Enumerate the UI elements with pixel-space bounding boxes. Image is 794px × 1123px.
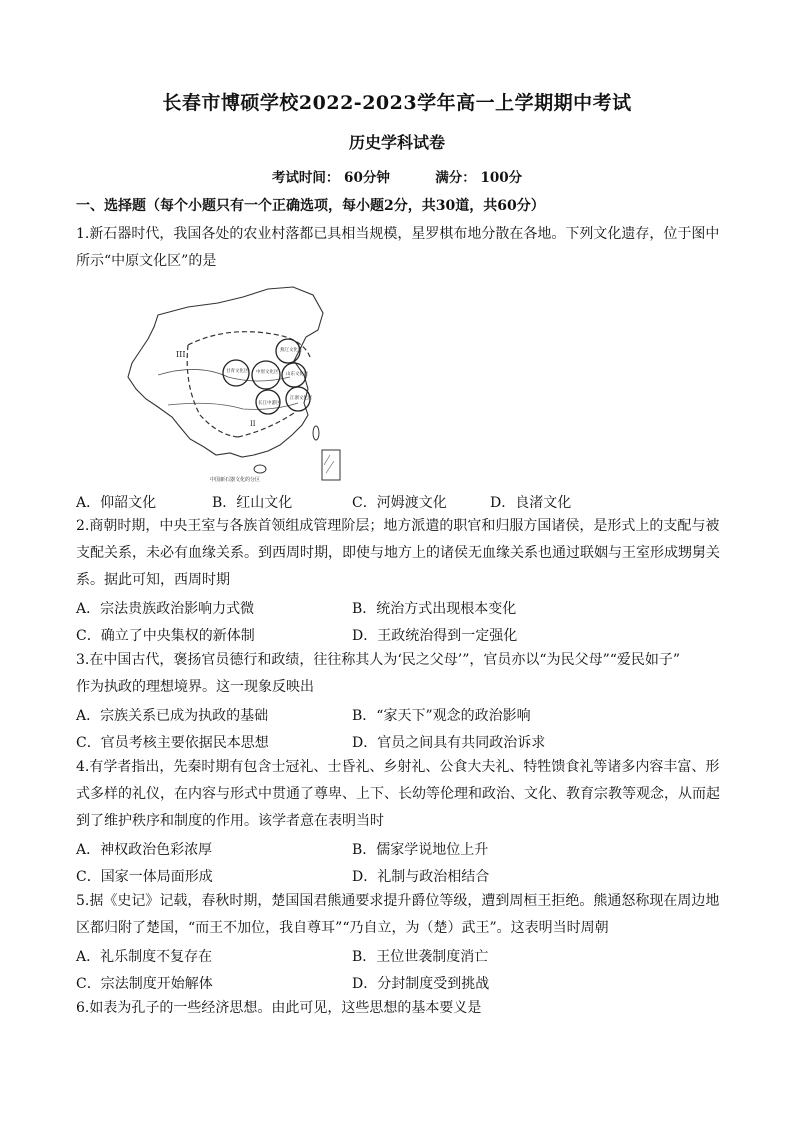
q4-line-2: 式多样的礼仪，在内容与形式中贯通了尊卑、上下、长幼等伦理和政治、文化、教育宗教等观念，从而起 bbox=[76, 786, 720, 802]
q4-option-d[interactable]: D．礼制与政治相结合 bbox=[352, 869, 490, 885]
q2-line-3: 系。据此可知，西周时期 bbox=[76, 572, 230, 588]
q4-option-b[interactable]: B．儒家学说地位上升 bbox=[352, 842, 489, 858]
q4-line-3: 到了维护秩序和制度的作用。该学者意在表明当时 bbox=[76, 813, 384, 829]
q3-option-b[interactable]: B．“家天下”观念的政治影响 bbox=[352, 708, 531, 724]
q5-option-a[interactable]: A．礼乐制度不复存在 bbox=[76, 949, 213, 965]
q3-option-c[interactable]: C．官员考核主要依据民本思想 bbox=[76, 735, 269, 751]
exam-title: 长春市博硕学校2022-2023学年高一上学期期中考试 bbox=[162, 92, 632, 114]
q1-option-d[interactable]: D．良渚文化 bbox=[490, 495, 572, 511]
label-changjiang: 长江中游区 bbox=[258, 401, 281, 406]
q3-option-d[interactable]: D．官员之间具有共同政治诉求 bbox=[352, 735, 546, 751]
q5-option-c[interactable]: C．宗法制度开始解体 bbox=[76, 976, 213, 992]
q1-option-a[interactable]: A．仰韶文化 bbox=[76, 495, 157, 511]
q6-line-1: 6.如表为孔子的一些经济思想。由此可见，这些思想的基本要义是 bbox=[76, 1000, 482, 1016]
label-yanliao: 燕辽文化区 bbox=[280, 348, 303, 353]
q2-option-d[interactable]: D．王政统治得到一定强化 bbox=[352, 628, 518, 644]
q1-option-c[interactable]: C．河姆渡文化 bbox=[352, 495, 447, 511]
time-value: 60分钟 bbox=[344, 170, 390, 186]
exam-subtitle: 历史学科试卷 bbox=[348, 133, 445, 152]
q5-option-b[interactable]: B．王位世袭制度消亡 bbox=[352, 949, 489, 965]
score-value: 100分 bbox=[480, 170, 523, 186]
score-label: 满分： bbox=[435, 170, 476, 186]
q5-option-d[interactable]: D．分封制度受到挑战 bbox=[352, 976, 490, 992]
label-ganqing: 甘青文化区 bbox=[226, 369, 249, 374]
q4-option-a[interactable]: A．神权政治色彩浓厚 bbox=[76, 842, 213, 858]
q4-line-1: 4.有学者指出，先秦时期有包含士冠礼、士昏礼、乡射礼、公食大夫礼、特牲馈食礼等诸多内容丰富、形 bbox=[76, 759, 720, 775]
q5-line-2: 区都归附了楚国，“而王不加位，我自尊耳”“乃自立，为（楚）武王”。这表明当时周朝 bbox=[76, 920, 609, 936]
q3-line-2: 作为执政的理想境界。这一现象反映出 bbox=[76, 679, 314, 695]
q1-line-2: 所示“中原文化区”的是 bbox=[76, 253, 217, 269]
region-label-iii: III bbox=[176, 350, 186, 359]
taiwan-island bbox=[313, 426, 319, 440]
label-shandong: 山东文化区 bbox=[286, 372, 309, 377]
q2-line-2: 支配关系，未必有血缘关系。到西周时期，即使与地方上的诸侯无血缘关系也通过联姻与王室形成甥舅关 bbox=[76, 545, 720, 561]
q3-option-a[interactable]: A．宗族关系已成为执政的基础 bbox=[76, 708, 269, 724]
hainan-island bbox=[254, 465, 266, 473]
neolithic-culture-map bbox=[118, 285, 344, 485]
q1-option-b[interactable]: B．红山文化 bbox=[212, 495, 293, 511]
time-label: 考试时间： bbox=[271, 170, 340, 186]
map-caption: 中国新石器文化的分区 bbox=[210, 477, 261, 483]
label-zhongyuan: 中原文化区 bbox=[256, 370, 279, 375]
q3-line-1: 3.在中国古代，褒扬官员德行和政绩，往往称其人为‘民之父母’”，官员亦以“为民父母”“爱民如子” bbox=[76, 652, 681, 668]
q1-line-1: 1.新石器时代，我国各处的农业村落都已具相当规模，星罗棋布地分散在各地。下列文化遗存，位于图中 bbox=[76, 226, 720, 242]
exam-info bbox=[0, 166, 794, 186]
label-jiangzhe: 江浙文化区 bbox=[290, 396, 313, 401]
q5-line-1: 5.据《史记》记载，春秋时期，楚国国君熊通要求提升爵位等级，遭到周桓王拒绝。熊通怒称现在周边地 bbox=[76, 893, 720, 909]
q2-line-1: 2.商朝时期，中央王室与各族首领组成管理阶层；地方派遣的职官和归服方国诸侯，是形式上的支配与被 bbox=[76, 518, 720, 534]
q2-option-c[interactable]: C．确立了中央集权的新体制 bbox=[76, 628, 255, 644]
q2-option-b[interactable]: B．统治方式出现根本变化 bbox=[352, 601, 517, 617]
q2-option-a[interactable]: A．宗法贵族政治影响力式微 bbox=[76, 601, 255, 617]
q4-option-c[interactable]: C．国家一体局面形成 bbox=[76, 869, 213, 885]
region-label-ii: II bbox=[250, 420, 256, 428]
section-heading: 一、选择题（每个小题只有一个正确选项，每小题2分，共30道，共60分） bbox=[76, 198, 545, 214]
